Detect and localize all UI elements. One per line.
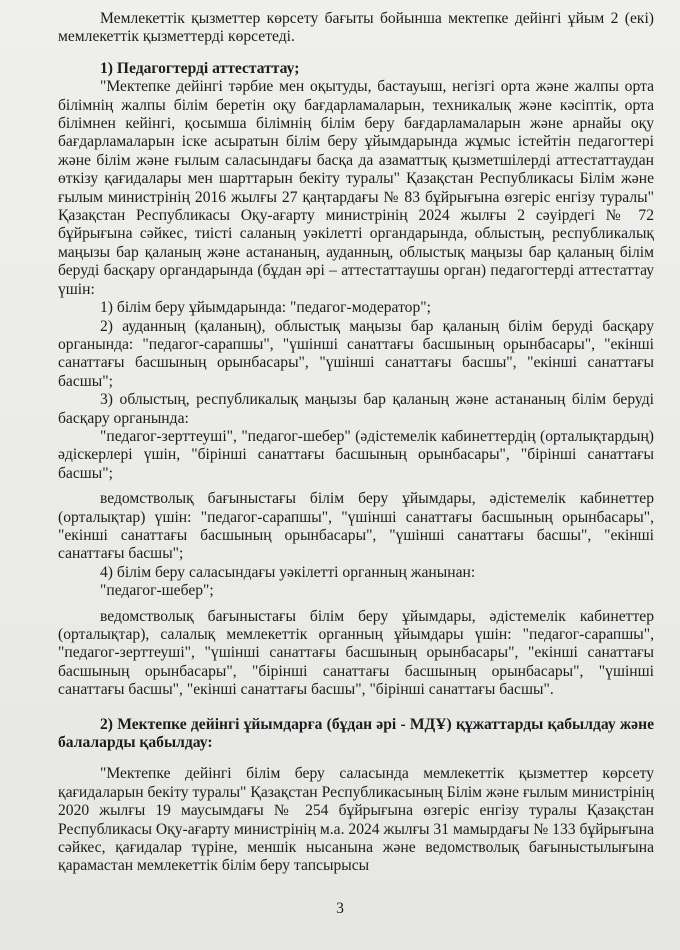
section-1-item-1: 1) білім беру ұйымдарында: "педагог-модератор"; (100, 299, 431, 317)
page-number: 3 (336, 900, 344, 917)
section-1-item-4: 4) білім беру саласындағы уәкілетті органның жанынан: (100, 563, 476, 581)
section-1-paragraph: "Мектепке дейінгі тәрбие мен оқытуды, бастауыш, негізгі орта және жалпы орта білімнің жалпы білім беретін оқу бағдарламаларын, техникалық және кәсіптік, орта білімнен кейінгі, қосымша білімнің білім беру бағдарламаларын және арнайы оқу бағдарламаларын іске асыратын білім беру ұйымдарында жұмыс істейтін педагогтері және білім және ғылым саласындағы басқа да азаматтық қызметшілерді аттестаттаудан өткізу қағидалары мен шарттарын бекіту туралы" Қазақстан Республикасы Білім және ғылым министрінің 2016 жылғы 27 қаңтардағы № 83 бұйрығына өзгеріс енгізу туралы" Қазақстан Республикасы Оқу-ағарту министрінің 2024 жылғы 2 сәуірдегі № 72 бұйрығына сәйкес, тиісті саланың уәкілетті органдарында, облыстың, республикалық маңызы бар қаланың және астананың, ауданның, облыстық маңызы бар қаланың білім беруді басқару органдарында (бұдан әрі – аттестаттаушы орган) педагогтерді аттестаттау үшін: (58, 78, 654, 298)
section-1-item-4b: ведомстволық бағыныстағы білім беру ұйымдары, әдістемелік кабинеттер (орталықтар), салалық мемлекеттік органның ұйымдары үшін: "педагог-сарапшы", "педагог-зерттеуші", "үшінші санаттағы басшының орынбасары", "екінші санаттағы басшының орынбасары", "бірінші санаттағы басшының орынбасары", "үшінші санаттағы басшы", "екінші санаттағы басшы", "бірінші санаттағы басшы". (58, 607, 654, 699)
section-1-item-3b: ведомстволық бағыныстағы білім беру ұйымдары, әдістемелік кабинеттер (орталықтар) үшін: "педагог-сарапшы", "үшінші санаттағы басшының орынбасары", "екінші санаттағы басшының орынбасары", "үшінші санаттағы басшы", "екінші санаттағы басшы"; (58, 490, 654, 563)
section-1-item-4a: "педагог-шебер"; (100, 582, 214, 600)
section-2-paragraph: "Мектепке дейінгі білім беру саласында мемлекеттік қызметтер көрсету қағидаларын бекіту туралы" Қазақстан Республикасының Білім және ғылым министрінің 2020 жылғы 19 маусымдағы № 254 бұйрығына өзгеріс енгізу туралы Қазақстан Республикасы Оқу-ағарту министрінің м.а. 2024 жылғы 31 мамырдағы № 133 бұйрығына сәйкес, қағидалар түріне, меншік нысанына және ведомстволық бағыныстылығына қарамастан мемлекеттік білім беру тапсырысы (58, 765, 654, 875)
document-body (58, 10, 654, 876)
section-1-item-2: 2) ауданның (қаланың), облыстық маңызы бар қаланың білім беруді басқару органында: "педагог-сарапшы", "үшінші санаттағы басшының орынбасары", "екінші санаттағы басшының орынбасары", "үшінші санаттағы басшы", "екінші санаттағы басшы"; (58, 317, 654, 390)
section-1-item-3: 3) облыстың, республикалық маңызы бар қаланың және астананың білім беруді басқару органында: (58, 391, 654, 427)
section-1-item-3a: "педагог-зерттеуші", "педагог-шебер" (әдістемелік кабинеттердің (орталықтардың) әдіскерлері үшін, "бірінші санаттағы басшының орынбасары", "бірінші санаттағы басшы"; (58, 427, 654, 482)
section-1-heading: 1) Педагогтерді аттестаттау; (100, 59, 300, 77)
section-2-heading: 2) Мектепке дейінгі ұйымдарға (бұдан әрі - МДҰ) құжаттарды қабылдау және балаларды қабылдау: (58, 715, 654, 752)
intro-paragraph: Мемлекеттік қызметтер көрсету бағыты бойынша мектепке дейінгі ұйым 2 (екі) мемлекеттік қызметтерді көрсетеді. (58, 10, 654, 46)
